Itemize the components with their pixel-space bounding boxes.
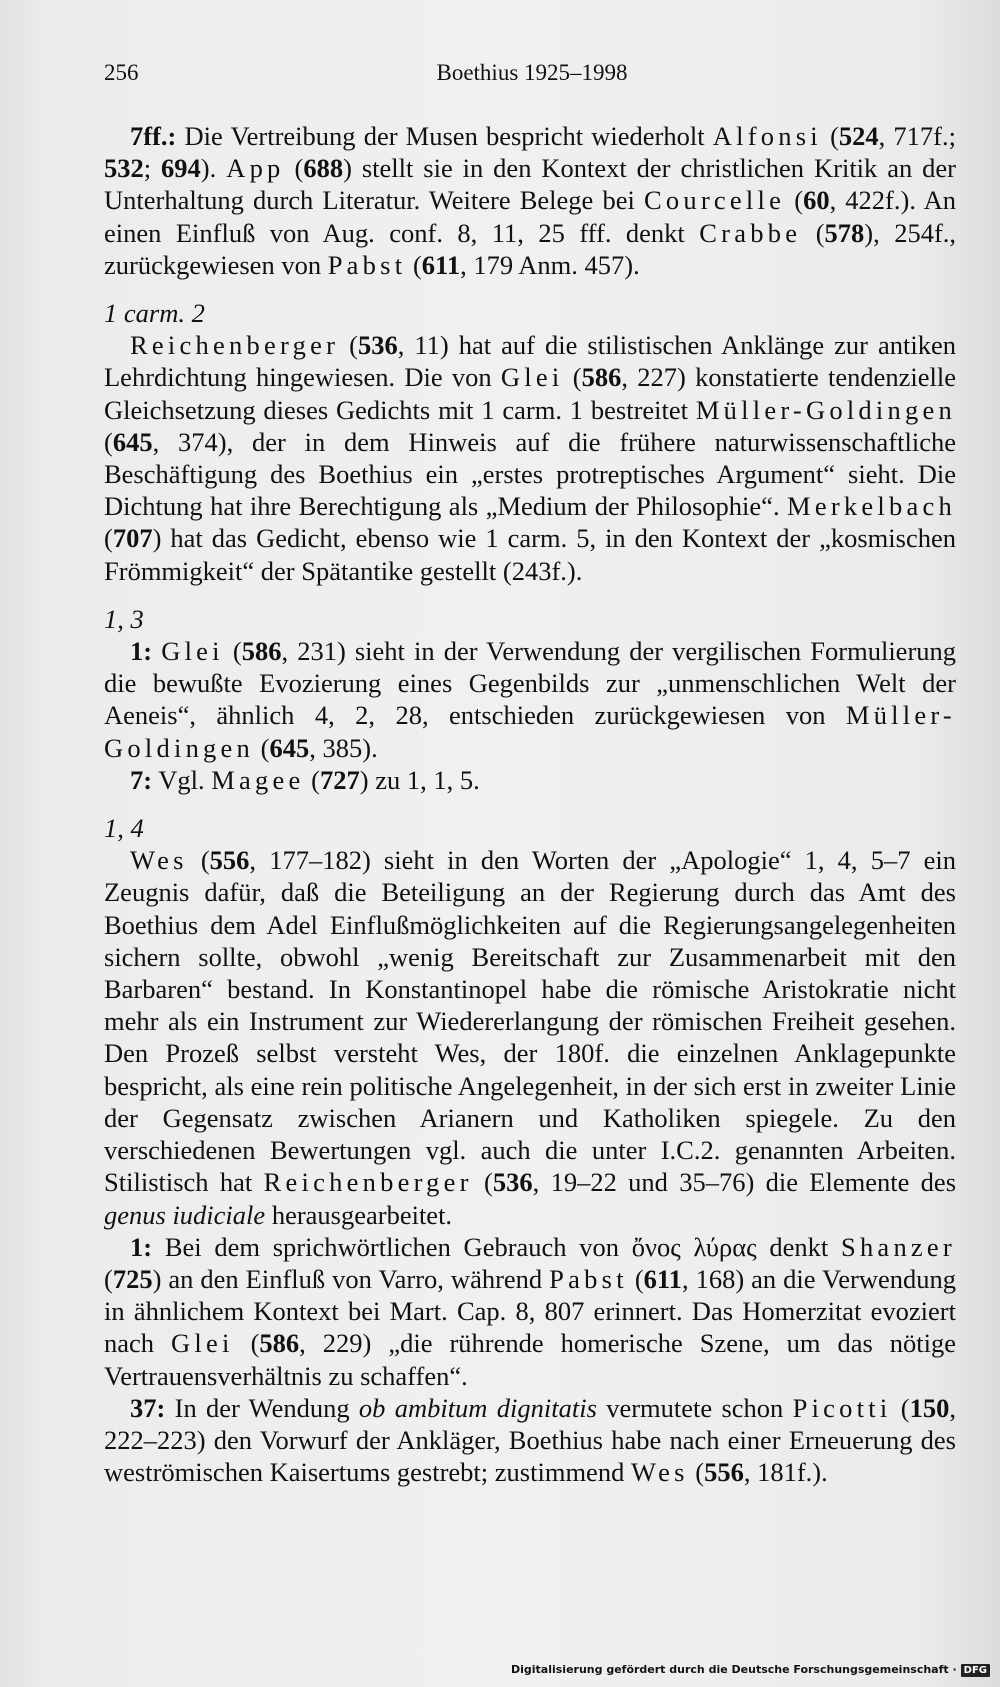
dfg-logo: DFG bbox=[961, 1664, 990, 1677]
page-header bbox=[104, 56, 960, 96]
paragraph-1-3-note-7: 7: Vgl. Magee (727) zu 1, 1, 5. bbox=[130, 764, 480, 795]
footer-credit: Digitalisierung gefördert durch die Deutsche Forschungsgemeinschaft · bbox=[510, 1663, 957, 1676]
section-heading-1-3: 1, 3 bbox=[104, 603, 144, 634]
paragraph-1-carm-2: Reichenberger (536, 11) hat auf die stilistischen Anklänge zur antiken Lehrdichtung hingewiesen. Die von Glei (586, 227) konstatierte tendenzielle Gleichsetzung dieses Gedichts mit 1 carm. 1 bestreitet Müller-Goldingen (645, 374), der in dem Hinweis auf die frühere naturwissenschaftliche Beschäftigung des Boethius ein „erstes protreptisches Argument“ sieht. Die Dichtung hat ihre Berechtigung als „Medium der Philosophie“. Merkelbach (707) hat das Gedicht, ebenso wie 1 carm. 5, in den Kontext der „kosmischen Frömmigkeit“ der Spätantike gestellt (243f.). bbox=[104, 330, 957, 586]
paragraph-7ff: 7ff.: Die Vertreibung der Musen bespricht wiederholt Alfonsi (524, 717f.; 532; 694). App (688) stellt sie in den Kontext der christlichen Kritik an der Unterhaltung durch Literatur. Weitere Belege bei Courcelle (60, 422f.). An einen Einfluß von Aug. conf. 8, 11, 25 fff. denkt Crabbe (578), 254f., zurückgewiesen von Pabst (611, 179 Anm. 457). bbox=[104, 121, 957, 280]
running-title: Boethius 1925–1998 bbox=[436, 60, 628, 85]
section-heading-1-carm-2: 1 carm. 2 bbox=[104, 298, 205, 329]
digitization-footer bbox=[511, 1663, 990, 1677]
page-number: 256 bbox=[104, 60, 139, 85]
section-heading-1-4: 1, 4 bbox=[104, 813, 144, 844]
paragraph-1-4-note-1: 1: Bei dem sprichwörtlichen Gebrauch von ὄνος λύρας denkt Shanzer (725) an den Einfluß von Varro, während Pabst (611, 168) an die Verwendung in ähnlichem Kontext bei Mart. Cap. 8, 807 erinnert. Das Homerzitat evoziert nach Glei (586, 229) „die rührende homerische Szene, um das nötige Vertrauensverhältnis zu schaffen“. bbox=[104, 1231, 957, 1391]
paragraph-1-3-note-1: 1: Glei (586, 231) sieht in der Verwendung der vergilischen Formulierung die bewußte Evozierung eines Gegenbilds zur „unmenschlichen Welt der Aeneis“, ähnlich 4, 2, 28, entschieden zurückgewiesen von Müller-Goldingen (645, 385). bbox=[104, 636, 957, 763]
paragraph-1-4-note-37: 37: In der Wendung ob ambitum dignitatis vermutete schon Picotti (150, 222–223) den Vorwurf der Ankläger, Boethius habe nach einer Erneuerung des weströmischen Kaisertums gestrebt; zustimmend Wes (556, 181f.). bbox=[104, 1392, 956, 1488]
body-text bbox=[104, 120, 956, 1488]
paragraph-1-4: Wes (556, 177–182) sieht in den Worten der „Apologie“ 1, 4, 5–7 ein Zeugnis dafür, daß die Beteiligung an der Regierung durch das Amt des Boethius dem Adel Einflußmöglichkeiten auf die Regierungsangelegenheiten sichern sollte, obwohl „wenig Bereitschaft zur Zusammenarbeit mit den Barbaren“ bestand. In Konstantinopel habe die römische Aristokratie nicht mehr als ein Instrument zur Wiedererlangung der römischen Freiheit gesehen. Den Prozeß selbst versteht Wes, der 180f. die einzelnen Anklagepunkte bespricht, als eine rein politische Angelegenheit, in der sich erst in zweiter Linie der Gegensatz zwischen Arianern und Katholiken spiegele. Zu den verschiedenen Bewertungen vgl. auch die unter I.C.2. genannten Arbeiten. Stilistisch hat Reichenberger (536, 19–22 und 35–76) die Elemente des genus iudiciale herausgearbeitet. bbox=[104, 845, 957, 1230]
